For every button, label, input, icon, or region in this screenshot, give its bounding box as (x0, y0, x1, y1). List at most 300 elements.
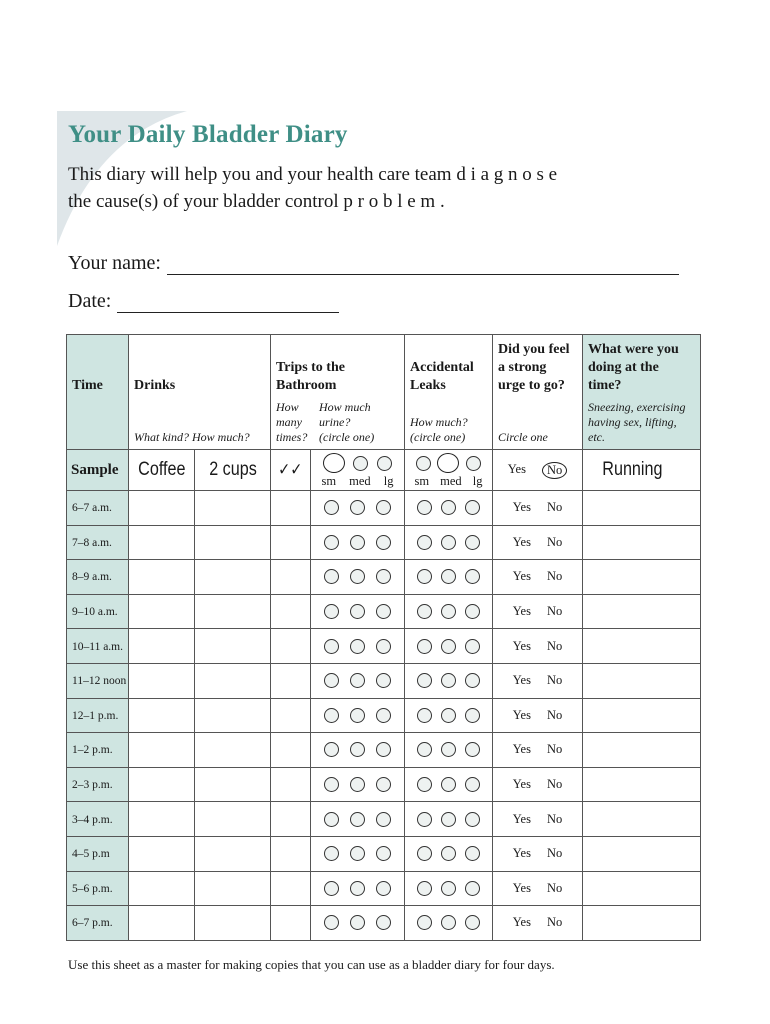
doing-cell[interactable] (583, 663, 701, 698)
circle-icon[interactable] (441, 569, 456, 584)
leaks-circles (405, 742, 492, 757)
doing-label-3: time? (588, 378, 622, 393)
header-urge (493, 335, 583, 450)
sample-trips: ✓✓ (278, 460, 303, 479)
yes-option[interactable]: Yes (512, 638, 531, 653)
time-cell (67, 836, 129, 871)
sample-urine-cell (311, 450, 405, 491)
circle-icon[interactable] (441, 535, 456, 550)
trips-count-cell[interactable] (271, 836, 311, 871)
circle-icon[interactable] (465, 500, 480, 515)
time-label: 7–8 a.m. (72, 536, 112, 549)
no-option[interactable]: No (546, 880, 563, 895)
date-input-line[interactable] (117, 296, 339, 313)
circle-icon[interactable] (324, 915, 339, 930)
circle-icon[interactable] (324, 812, 339, 827)
urge-label-2: a strong (498, 360, 547, 375)
circle-icon[interactable] (417, 708, 432, 723)
no-option[interactable]: No (546, 638, 563, 653)
circle-icon[interactable] (324, 535, 339, 550)
urge-cell (493, 491, 583, 526)
no-option[interactable]: No (546, 604, 563, 619)
yes-option[interactable]: Yes (512, 777, 531, 792)
circle-icon[interactable] (441, 639, 456, 654)
no-option[interactable]: No (546, 742, 563, 757)
no-option[interactable]: No (546, 673, 563, 688)
doing-cell[interactable] (583, 906, 701, 941)
sample-amount-cell (195, 450, 271, 491)
yes-option[interactable]: Yes (512, 673, 531, 688)
urge-cell (493, 733, 583, 768)
circle-icon[interactable] (465, 673, 480, 688)
leaks-label-2: Leaks (410, 378, 446, 393)
circle-icon[interactable] (376, 742, 391, 757)
leaks-amount-cell (405, 525, 493, 560)
sample-urge-yesno (493, 462, 582, 479)
circle-icon[interactable] (417, 777, 432, 792)
urine-circles (311, 639, 404, 654)
leaks-amount-cell (405, 906, 493, 941)
no-option[interactable]: No (546, 846, 563, 861)
circle-icon[interactable] (441, 500, 456, 515)
doing-sub-2: having sex, lifting, (588, 415, 677, 429)
urine-amount-cell (311, 767, 405, 802)
circle-icon[interactable] (441, 812, 456, 827)
circle-icon[interactable] (465, 708, 480, 723)
leaks-sub-1: How much? (410, 415, 468, 429)
leaks-circles (405, 812, 492, 827)
intro-line-2: the cause(s) of your bladder control p r o b l e m . (68, 191, 445, 212)
trips-count-cell[interactable] (271, 525, 311, 560)
trips-urine (319, 400, 374, 445)
circle-icon[interactable] (324, 604, 339, 619)
drinks-amount-cell[interactable] (195, 767, 271, 802)
date-label: Date: (68, 290, 112, 312)
drinks-kind-cell[interactable] (129, 836, 195, 871)
yes-option[interactable]: Yes (512, 500, 531, 515)
sample-amount: 2 cups (208, 459, 257, 480)
leaks-circles (405, 500, 492, 515)
circle-icon[interactable] (376, 604, 391, 619)
drinks-kind-cell[interactable] (129, 491, 195, 526)
circle-icon[interactable] (324, 777, 339, 792)
no-option[interactable]: No (546, 915, 563, 930)
name-input-line[interactable] (167, 258, 679, 275)
leaks-circles (405, 881, 492, 896)
leaks-circles (405, 535, 492, 550)
circle-icon[interactable] (465, 846, 480, 861)
table-row (67, 698, 701, 733)
time-label: 5–6 p.m. (72, 882, 113, 895)
time-cell (67, 698, 129, 733)
yes-option[interactable]: Yes (512, 811, 531, 826)
doing-cell[interactable] (583, 767, 701, 802)
urine-circles (311, 708, 404, 723)
urine-amount-cell (311, 491, 405, 526)
bladder-diary-table (66, 334, 701, 941)
doing-cell[interactable] (583, 594, 701, 629)
sample-leaks-circles (405, 452, 492, 474)
urge-cell (493, 698, 583, 733)
urge-cell (493, 629, 583, 664)
drinks-amount-cell[interactable] (195, 594, 271, 629)
time-cell (67, 491, 129, 526)
urine-circles (311, 881, 404, 896)
circle-icon[interactable] (324, 569, 339, 584)
urge-yesno (493, 604, 582, 619)
urge-cell (493, 767, 583, 802)
circle-icon[interactable] (417, 846, 432, 861)
time-cell (67, 767, 129, 802)
time-label: 1–2 p.m. (72, 744, 113, 757)
circle-icon[interactable] (350, 915, 365, 930)
urge-cell (493, 836, 583, 871)
urine-amount-cell (311, 525, 405, 560)
drinks-kind-cell[interactable] (129, 906, 195, 941)
circle-icon[interactable] (441, 881, 456, 896)
page-title: Your Daily Bladder Diary (68, 121, 348, 148)
trips-count-cell[interactable] (271, 906, 311, 941)
urine-circles (311, 812, 404, 827)
circle-icon[interactable] (465, 604, 480, 619)
drinks-kind-cell[interactable] (129, 663, 195, 698)
drinks-kind-cell[interactable] (129, 698, 195, 733)
circle-icon[interactable] (350, 569, 365, 584)
leaks-amount-cell (405, 767, 493, 802)
yes-option[interactable]: Yes (512, 534, 531, 549)
trips-count-cell[interactable] (271, 871, 311, 906)
leaks-circles (405, 604, 492, 619)
trips-count-cell[interactable] (271, 663, 311, 698)
circle-icon[interactable] (324, 639, 339, 654)
circle-icon[interactable] (376, 500, 391, 515)
time-cell (67, 525, 129, 560)
leaks-circles (405, 708, 492, 723)
drinks-amount-cell[interactable] (195, 663, 271, 698)
leaks-sub-2: (circle one) (410, 430, 466, 444)
header-time-label: Time (72, 378, 103, 393)
circle-icon[interactable] (417, 812, 432, 827)
circle-icon[interactable] (350, 881, 365, 896)
urine-circles (311, 569, 404, 584)
circle-icon[interactable] (350, 812, 365, 827)
name-field (68, 252, 679, 275)
trips-urine-3: (circle one) (319, 430, 375, 444)
circle-icon (377, 456, 392, 471)
circle-icon[interactable] (350, 777, 365, 792)
yes-option[interactable]: Yes (512, 569, 531, 584)
footer-note: Use this sheet as a master for making copies that you can use as a bladder diary for four days. (68, 957, 555, 972)
yes-option[interactable]: Yes (512, 846, 531, 861)
time-cell (67, 594, 129, 629)
trips-howmany-2: many (276, 415, 302, 429)
sample-urine-circles (311, 452, 404, 474)
circle-icon[interactable] (376, 881, 391, 896)
leaks-amount-cell (405, 871, 493, 906)
trips-label-1: Trips to the (276, 360, 345, 375)
circle-icon[interactable] (465, 777, 480, 792)
circle-icon[interactable] (376, 846, 391, 861)
leaks-circles (405, 673, 492, 688)
doing-cell[interactable] (583, 802, 701, 837)
table-row (67, 663, 701, 698)
size-lg: lg (383, 473, 394, 488)
circled-circle-icon (323, 453, 345, 473)
circle-icon[interactable] (350, 500, 365, 515)
leaks-circles (405, 915, 492, 930)
circle-icon[interactable] (417, 535, 432, 550)
no-option[interactable]: No (546, 707, 563, 722)
circle-icon[interactable] (465, 639, 480, 654)
header-leaks-label (410, 359, 474, 395)
urine-amount-cell (311, 594, 405, 629)
circle-icon[interactable] (417, 639, 432, 654)
circle-icon[interactable] (417, 673, 432, 688)
circle-icon[interactable] (376, 777, 391, 792)
urine-amount-cell (311, 698, 405, 733)
circle-icon[interactable] (376, 639, 391, 654)
circle-icon[interactable] (376, 812, 391, 827)
no-option[interactable]: No (546, 811, 563, 826)
trips-urine-1: How much (319, 400, 371, 414)
drinks-kind-cell[interactable] (129, 525, 195, 560)
circle-icon[interactable] (324, 846, 339, 861)
no-option[interactable]: No (546, 777, 563, 792)
trips-count-cell[interactable] (271, 698, 311, 733)
table-row (67, 906, 701, 941)
sample-urge-cell (493, 450, 583, 491)
trips-howmany (276, 400, 307, 445)
urge-yesno (493, 846, 582, 861)
circle-icon[interactable] (417, 569, 432, 584)
urge-yesno (493, 915, 582, 930)
circle-icon (466, 456, 481, 471)
doing-cell[interactable] (583, 871, 701, 906)
circle-icon[interactable] (376, 915, 391, 930)
urge-cell (493, 663, 583, 698)
circle-icon[interactable] (441, 915, 456, 930)
leaks-label-1: Accidental (410, 360, 474, 375)
urge-cell (493, 525, 583, 560)
urine-amount-cell (311, 871, 405, 906)
circle-icon[interactable] (350, 742, 365, 757)
drinks-kind-cell[interactable] (129, 871, 195, 906)
sample-kind-cell (129, 450, 195, 491)
drinks-amount-cell[interactable] (195, 698, 271, 733)
circle-icon[interactable] (350, 708, 365, 723)
header-doing (583, 335, 701, 450)
urge-cell (493, 871, 583, 906)
drinks-amount-cell[interactable] (195, 871, 271, 906)
doing-sub-1: Sneezing, exercising (588, 400, 686, 414)
circle-icon[interactable] (465, 535, 480, 550)
time-label: 9–10 a.m. (72, 606, 118, 619)
sample-leaks-cell (405, 450, 493, 491)
urge-cell (493, 594, 583, 629)
circle-icon[interactable] (465, 742, 480, 757)
header-drinks (129, 335, 271, 450)
time-label: 12–1 p.m. (72, 709, 119, 722)
drinks-kind-cell[interactable] (129, 560, 195, 595)
doing-cell[interactable] (583, 733, 701, 768)
urine-circles (311, 915, 404, 930)
circle-icon[interactable] (376, 708, 391, 723)
circle-icon[interactable] (441, 604, 456, 619)
sample-urine-sizes (311, 474, 404, 489)
intro-line-1: This diary will help you and your health care team d i a g n o s e (68, 164, 558, 185)
trips-count-cell[interactable] (271, 594, 311, 629)
drinks-amount-cell[interactable] (195, 560, 271, 595)
doing-cell[interactable] (583, 836, 701, 871)
trips-count-cell[interactable] (271, 491, 311, 526)
urine-circles (311, 673, 404, 688)
drinks-kind-cell[interactable] (129, 767, 195, 802)
header-row (67, 335, 701, 450)
table-row (67, 802, 701, 837)
drinks-amount-cell[interactable] (195, 525, 271, 560)
time-label: 11–12 noon (72, 675, 127, 688)
circle-icon[interactable] (417, 500, 432, 515)
circle-icon[interactable] (350, 673, 365, 688)
header-doing-label (588, 341, 679, 395)
no-option[interactable]: No (546, 534, 563, 549)
leaks-amount-cell (405, 560, 493, 595)
circle-icon[interactable] (417, 604, 432, 619)
circle-icon[interactable] (417, 881, 432, 896)
leaks-circles (405, 777, 492, 792)
leaks-amount-cell (405, 663, 493, 698)
circle-icon[interactable] (376, 673, 391, 688)
urine-amount-cell (311, 663, 405, 698)
circle-icon[interactable] (441, 708, 456, 723)
drinks-kind-cell[interactable] (129, 629, 195, 664)
circle-icon[interactable] (324, 500, 339, 515)
size-sm: sm (321, 473, 337, 488)
urge-yesno (493, 881, 582, 896)
table-row (67, 629, 701, 664)
circle-icon[interactable] (324, 708, 339, 723)
drinks-amount-cell[interactable] (195, 802, 271, 837)
circle-icon[interactable] (465, 915, 480, 930)
yes-option[interactable]: Yes (512, 880, 531, 895)
header-time (67, 335, 129, 450)
doing-cell[interactable] (583, 629, 701, 664)
circle-icon[interactable] (465, 812, 480, 827)
trips-count-cell[interactable] (271, 560, 311, 595)
circle-icon[interactable] (324, 673, 339, 688)
urge-yesno (493, 569, 582, 584)
circle-icon[interactable] (376, 535, 391, 550)
circle-icon (416, 456, 431, 471)
leaks-sub (410, 415, 468, 445)
leaks-amount-cell (405, 698, 493, 733)
time-cell (67, 906, 129, 941)
doing-sub-3: etc. (588, 430, 605, 444)
urge-yesno (493, 639, 582, 654)
circle-icon[interactable] (417, 915, 432, 930)
sample-leaks-sizes (405, 474, 492, 489)
circle-icon[interactable] (376, 569, 391, 584)
doing-cell[interactable] (583, 560, 701, 595)
time-cell (67, 871, 129, 906)
circle-icon[interactable] (350, 535, 365, 550)
doing-cell[interactable] (583, 491, 701, 526)
trips-howmany-1: How (276, 400, 299, 414)
sample-kind: Coffee (137, 459, 186, 480)
circle-icon[interactable] (324, 742, 339, 757)
drinks-kind-label: What kind? (134, 430, 189, 444)
circle-icon[interactable] (465, 881, 480, 896)
circle-icon[interactable] (465, 569, 480, 584)
yes-option[interactable]: Yes (512, 742, 531, 757)
size-sm: sm (414, 473, 430, 488)
date-field (68, 290, 339, 313)
yes-option[interactable]: Yes (512, 915, 531, 930)
circle-icon[interactable] (350, 604, 365, 619)
drinks-kind-cell[interactable] (129, 802, 195, 837)
urine-amount-cell (311, 629, 405, 664)
drinks-kind-cell[interactable] (129, 594, 195, 629)
circle-icon[interactable] (417, 742, 432, 757)
trips-count-cell[interactable] (271, 802, 311, 837)
header-leaks (405, 335, 493, 450)
drinks-amount-cell[interactable] (195, 836, 271, 871)
drinks-amount-cell[interactable] (195, 733, 271, 768)
doing-cell[interactable] (583, 698, 701, 733)
doing-cell[interactable] (583, 525, 701, 560)
yes-option[interactable]: Yes (512, 707, 531, 722)
time-label: 6–7 a.m. (72, 502, 112, 515)
sample-doing-cell (583, 450, 701, 491)
time-label: 6–7 p.m. (72, 917, 113, 930)
time-label: 10–11 a.m. (72, 640, 123, 653)
trips-label-2: Bathroom (276, 378, 337, 393)
circle-icon[interactable] (441, 846, 456, 861)
no-option[interactable]: No (546, 569, 563, 584)
header-trips (271, 335, 405, 450)
leaks-circles (405, 846, 492, 861)
drinks-amount-cell[interactable] (195, 491, 271, 526)
trips-count-cell[interactable] (271, 767, 311, 802)
leaks-amount-cell (405, 733, 493, 768)
circled-circle-icon (437, 453, 459, 473)
circle-icon[interactable] (350, 639, 365, 654)
drinks-amount-cell[interactable] (195, 629, 271, 664)
circle-icon[interactable] (324, 881, 339, 896)
time-cell (67, 629, 129, 664)
urge-yesno (493, 777, 582, 792)
table-row (67, 733, 701, 768)
circle-icon[interactable] (441, 742, 456, 757)
no-option[interactable]: No (546, 500, 563, 515)
circle-icon[interactable] (350, 846, 365, 861)
circle-icon[interactable] (441, 777, 456, 792)
urine-amount-cell (311, 802, 405, 837)
urge-yesno (493, 708, 582, 723)
trips-count-cell[interactable] (271, 629, 311, 664)
leaks-amount-cell (405, 594, 493, 629)
sample-doing: Running (602, 459, 663, 480)
yes-option[interactable]: Yes (512, 604, 531, 619)
time-cell (67, 560, 129, 595)
urine-circles (311, 846, 404, 861)
drinks-amount-cell[interactable] (195, 906, 271, 941)
trips-count-cell[interactable] (271, 733, 311, 768)
drinks-much-label: How much? (192, 430, 250, 444)
drinks-kind-cell[interactable] (129, 733, 195, 768)
circle-icon[interactable] (441, 673, 456, 688)
time-label: 3–4 p.m. (72, 813, 113, 826)
